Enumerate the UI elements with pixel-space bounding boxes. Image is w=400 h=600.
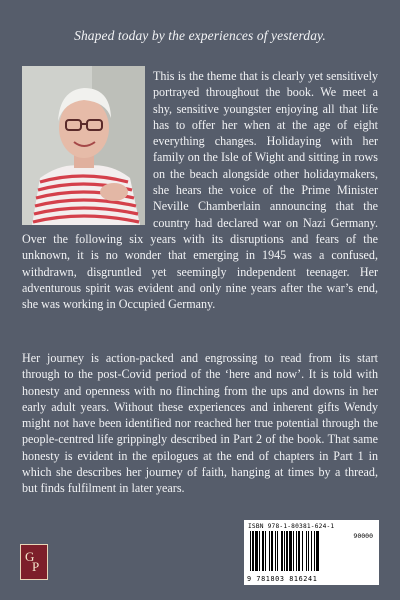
- price-code: 90000: [353, 532, 373, 540]
- publisher-logo: [20, 544, 48, 580]
- photo-spacer: [22, 68, 153, 228]
- barcode: [244, 520, 379, 585]
- barcode-bars: [250, 531, 340, 571]
- synopsis-paragraph-1-text: This is the theme that is clearly yet sensitively portrayed throughout the book. We meet a shy, sensitive youngster enjoying all that life has to offer her when at the age of eight everything changes. Holidaying with her family on the Isle of Wight and sitting in rows on the beach alongside other holidaymakers, she hears the voice of the Prime Minister Neville Chamberlain announcing that the country had declared war on Nazi Germany. Over the following six years with its disruptions and fears of the unknown, it is no wonder that emerging in 1945 was a confused, withdrawn, disgruntled yet seemingly independent teenager. Her adventurous spirit was evident and only nine years after the war’s end, she was working in Occupied Germany.: [22, 69, 378, 312]
- tagline: Shaped today by the experiences of yesterday.: [74, 28, 326, 43]
- synopsis-paragraph-2: Her journey is action-packed and engrossing to read from its start through to the post-Covid period of the ‘here and now’. It is told with honesty and openness with no flinching from the ups and downs in her early adult years. Without these experiences and inherent gifts Wendy might not have been identified nor reached her true potential through the people-centred life grippingly described in Part 2 of the book. That same honesty is evident in the epilogues at the end of chapters in Part 1 in which she describes her journey of faith, hanging at times by a thread, but finds fulfilment in later years.: [22, 351, 378, 496]
- ean-digits: 9 781803 816241: [247, 575, 318, 583]
- logo-letter-g: G: [25, 549, 35, 564]
- isbn-label: ISBN 978-1-80381-624-1: [248, 523, 335, 530]
- logo-letter-p: P: [32, 559, 40, 574]
- synopsis-paragraph-1: [22, 68, 378, 312]
